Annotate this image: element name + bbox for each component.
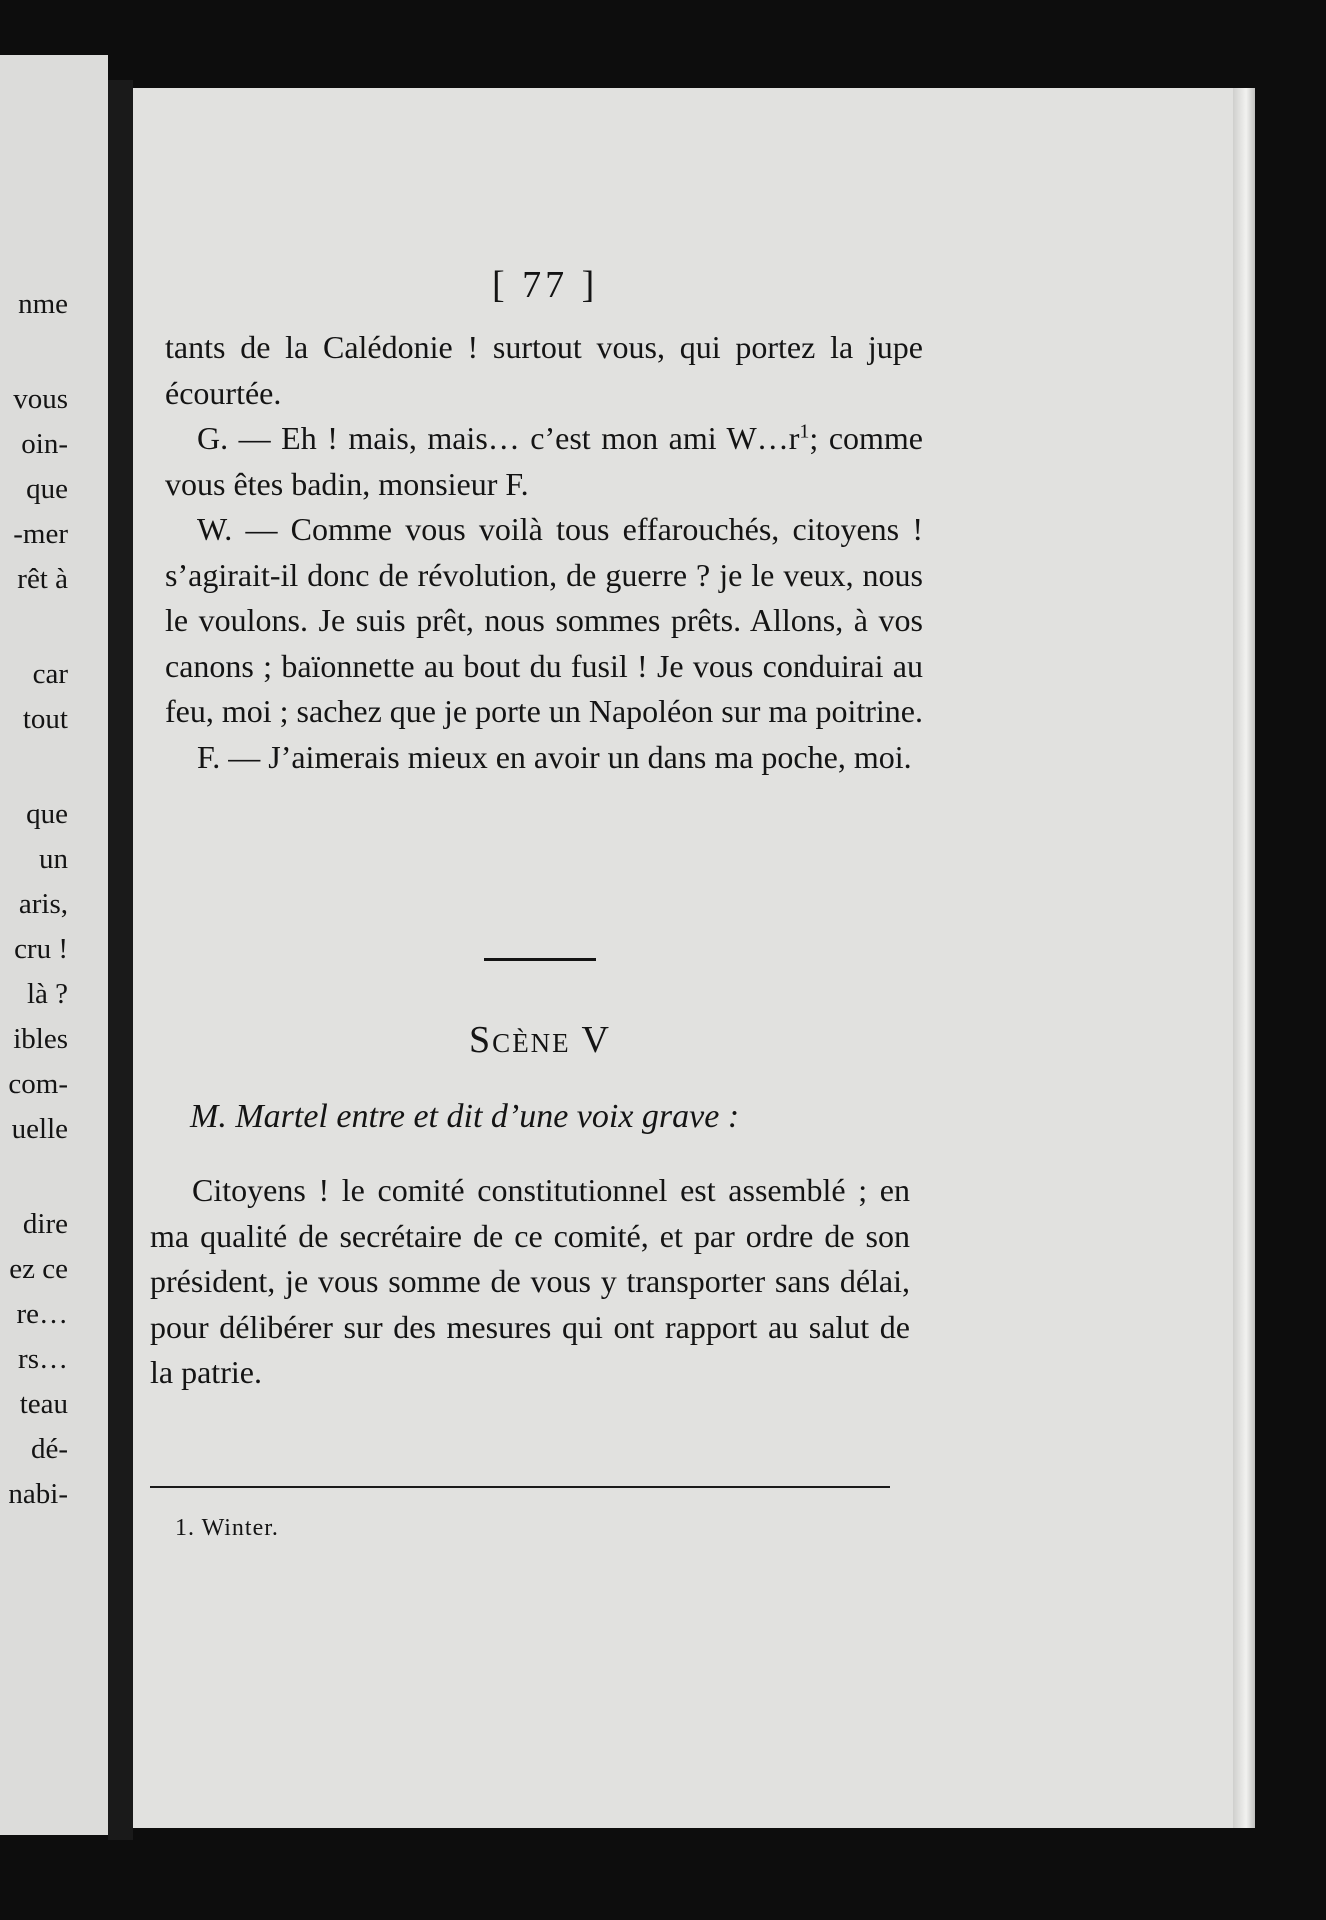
book-spine: [108, 80, 133, 1840]
scene-title: Scène V: [469, 1019, 611, 1061]
left-page-fragment: rêt à: [17, 563, 68, 595]
left-page-fragment: nabi-: [8, 1478, 68, 1510]
speech-g-text-end: ; comme vous êtes badin, monsieur F.: [165, 420, 924, 502]
left-page-fragment: uelle: [11, 1113, 68, 1145]
left-facing-page: [0, 55, 108, 1835]
left-page-fragment: com-: [8, 1068, 68, 1100]
left-page-fragment: teau: [19, 1388, 68, 1420]
left-page-fragment: car: [32, 658, 68, 690]
left-page-fragment: vous: [13, 383, 68, 415]
left-page-fragment: un: [39, 843, 68, 875]
left-page-fragment: rs…: [18, 1343, 68, 1375]
speech-w: W. — Comme vous voilà tous effarouchés, citoyens ! s’agirait-il donc de révolution, de guerre ? je le veux, nous le voulons. Je suis prêt, nous sommes prêts. Allons, à vos canons ; baïonnette au bout du fusil ! Je vous conduirai au feu, moi ; sachez que je porte un Napoléon sur ma poitrine.: [165, 511, 923, 729]
left-page-fragment: oin-: [21, 428, 68, 460]
left-page-fragment: cru !: [14, 933, 68, 965]
martel-speech: Citoyens ! le comité constitutionnel est assemblé ; en ma qualité de secrétaire de ce comité, et par ordre de son président, je vous somme de vous y transporter sans délai, pour délibérer sur des mesures qui ont rapport au salut de la patrie.: [150, 1172, 910, 1390]
left-page-fragment: -mer: [13, 518, 68, 550]
left-page-fragment: que: [26, 473, 68, 505]
left-page-text-fragments: [0, 55, 108, 1835]
left-page-fragment: dé-: [30, 1433, 68, 1465]
dialogue-text: [165, 325, 923, 780]
footnote-divider: [150, 1486, 890, 1488]
left-page-fragment: ibles: [13, 1023, 68, 1055]
left-page-fragment: ez ce: [9, 1253, 68, 1285]
footnote-reference: 1: [799, 420, 810, 443]
left-page-fragment: tout: [22, 703, 68, 735]
speech-g-text: G. — Eh ! mais, mais… c’est mon ami W…r: [197, 420, 800, 456]
left-page-fragment: là ?: [26, 978, 68, 1010]
section-divider: [484, 958, 596, 961]
left-page-fragment: que: [26, 798, 68, 830]
stage-direction: M. Martel entre et dit d’une voix grave :: [190, 1098, 740, 1135]
page-number-header: [ 77 ]: [492, 264, 599, 306]
scene-speech: [150, 1168, 910, 1396]
left-page-fragment: re…: [16, 1298, 68, 1330]
continuation-paragraph: tants de la Calédonie ! surtout vous, qui portez la jupe écourtée.: [165, 329, 923, 411]
speech-g: [165, 416, 923, 507]
left-page-fragment: nme: [18, 288, 68, 320]
footnote: 1. Winter.: [175, 1515, 279, 1541]
left-page-fragment: dire: [22, 1208, 68, 1240]
speech-f: F. — J’aimerais mieux en avoir un dans ma poche, moi.: [197, 738, 912, 775]
page-edge: [1233, 88, 1255, 1828]
left-page-fragment: aris,: [18, 888, 68, 920]
